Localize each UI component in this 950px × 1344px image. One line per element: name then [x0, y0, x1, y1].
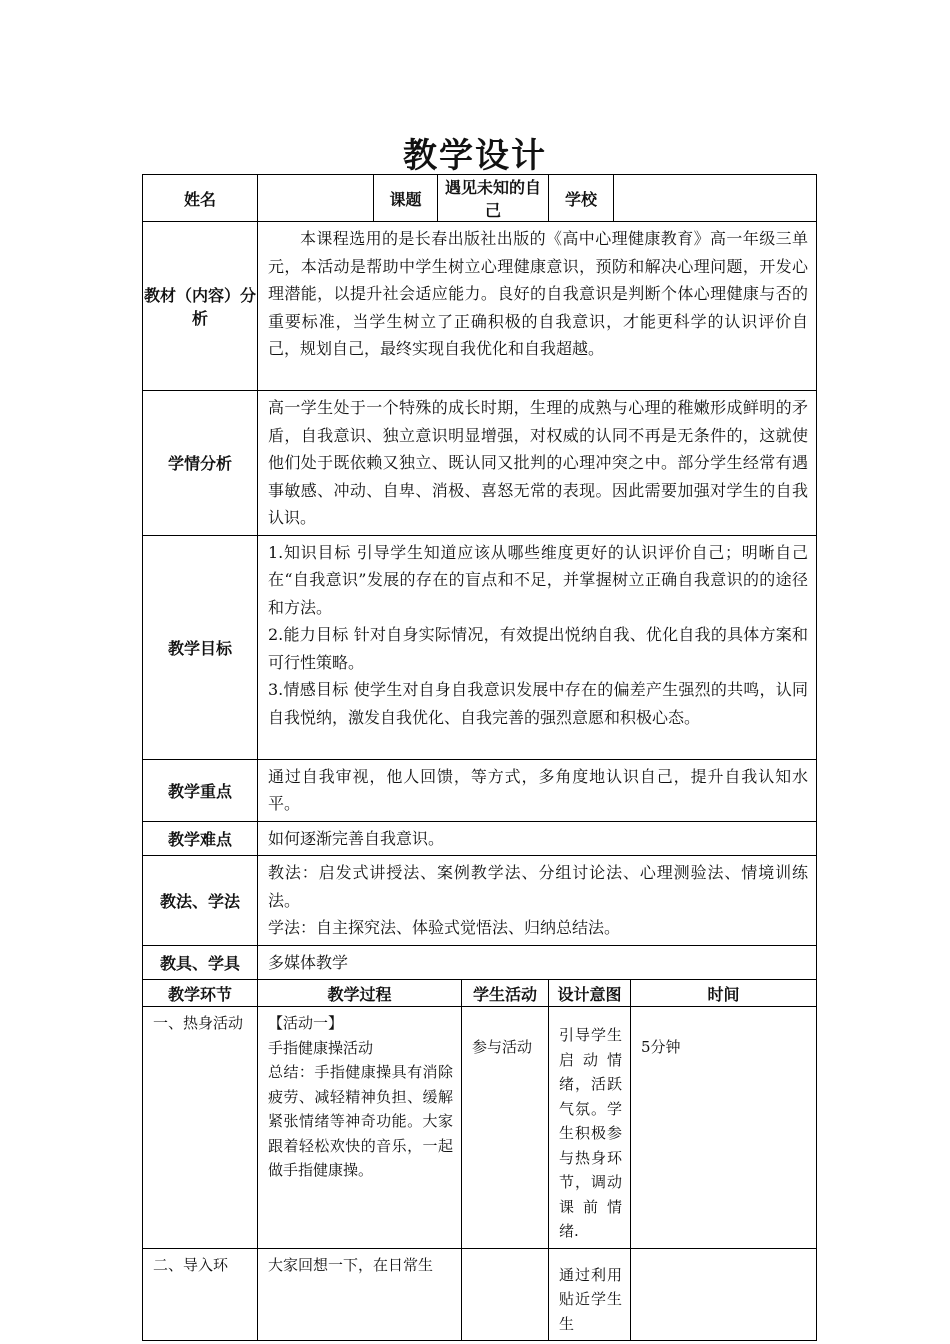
table-row: [143, 1248, 817, 1341]
goal-knowledge: 1.知识目标 引导学生知道应该从哪些维度更好的认识评价自己；明晰自己在“自我意识”发展的存在的盲点和不足，并掌握树立正确自我意识的的途径和方法。: [268, 542, 809, 617]
difficulties-row: [143, 821, 817, 856]
time-cell: [631, 1248, 817, 1341]
lesson-plan-table: [142, 174, 817, 1341]
name-label: 姓名: [143, 175, 258, 222]
goal-emotion: 3.情感目标 使学生对自身自我意识发展中存在的偏差产生强烈的共鸣，认同自我悦纳，激发自我优化、自我完善的强烈意愿和积极心态。: [268, 680, 809, 727]
process-line: 总结：手指健康操具有消除疲劳、减轻精神负担、缓解紧张情绪等神奇功能。大家跟着轻松欢快的音乐，一起做手指健康操。: [268, 1063, 453, 1179]
teaching-methods: 教法：启发式讲授法、案例教学法、分组讨论法、心理测验法、情境训练法。: [268, 863, 809, 910]
name-value: [258, 175, 374, 222]
school-label: 学校: [549, 175, 614, 222]
page-title: 教学设计: [403, 136, 547, 176]
key-points-label: 教学重点: [143, 759, 258, 821]
topic-value: 遇见未知的自己: [438, 175, 549, 222]
learning-methods: 学法：自主探究法、体验式觉悟法、归纳总结法。: [268, 918, 621, 937]
intent-cell: 引导学生启动情绪，活跃气氛。学生积极参与热身环节，调动课前情绪.: [549, 1007, 631, 1249]
tools-text: 多媒体教学: [258, 945, 817, 980]
process-header-row: [143, 980, 817, 1007]
header-intent: 设计意图: [549, 980, 631, 1007]
tools-row: [143, 945, 817, 980]
methods-content: [258, 856, 817, 946]
process-cell: 大家回想一下，在日常生: [258, 1248, 462, 1341]
difficulties-label: 教学难点: [143, 821, 258, 856]
process-cell: [258, 1007, 462, 1249]
material-text: 本课程选用的是长春出版社出版的《高中心理健康教育》高一年级三单元，本活动是帮助中学生树立心理健康意识，预防和解决心理问题，开发心理潜能，以提升社会适应能力。良好的自我意识是判断个体心理健康与否的重要标准，当学生树立了正确积极的自我意识，才能更科学的认识评价自己，规划自己，最终实现自我优化和自我超越。: [258, 222, 817, 391]
goals-row: [143, 535, 817, 759]
methods-label: 教法、学法: [143, 856, 258, 946]
topic-label: 课题: [374, 175, 438, 222]
stage-cell: 一、热身活动: [143, 1007, 258, 1249]
header-process: 教学过程: [258, 980, 462, 1007]
tools-label: 教具、学具: [143, 945, 258, 980]
goal-ability: 2.能力目标 针对自身实际情况，有效提出悦纳自我、优化自我的具体方案和可行性策略。: [268, 625, 809, 672]
students-text: 高一学生处于一个特殊的成长时期，生理的成熟与心理的稚嫩形成鲜明的矛盾，自我意识、独立意识明显增强，对权威的认同不再是无条件的，这就使他们处于既依赖又独立、既认同又批判的心理冲突之中。部分学生经常有遇事敏感、冲动、自卑、消极、喜怒无常的表现。因此需要加强对学生的自我认识。: [258, 391, 817, 536]
table-row: [143, 1007, 817, 1249]
difficulties-text: 如何逐渐完善自我意识。: [258, 821, 817, 856]
intent-cell: 通过利用贴近学生生: [549, 1248, 631, 1341]
process-line: 【活动一】: [268, 1014, 344, 1032]
activity-cell: 参与活动: [462, 1007, 549, 1249]
header-activity: 学生活动: [462, 980, 549, 1007]
school-value: [614, 175, 817, 222]
time-cell: 5分钟: [631, 1007, 817, 1249]
info-row: [143, 175, 817, 222]
key-points-row: [143, 759, 817, 821]
key-points-text: 通过自我审视，他人回馈，等方式，多角度地认识自己，提升自我认知水平。: [258, 759, 817, 821]
process-line: 手指健康操活动: [268, 1038, 374, 1057]
activity-cell: [462, 1248, 549, 1341]
header-stage: 教学环节: [143, 980, 258, 1007]
header-time: 时间: [631, 980, 817, 1007]
students-label: 学情分析: [143, 391, 258, 536]
students-row: [143, 391, 817, 536]
material-label: 教材（内容）分析: [143, 222, 258, 391]
material-row: [143, 222, 817, 391]
goals-content: [258, 535, 817, 759]
stage-cell: 二、导入环: [143, 1248, 258, 1341]
methods-row: [143, 856, 817, 946]
goals-label: 教学目标: [143, 535, 258, 759]
